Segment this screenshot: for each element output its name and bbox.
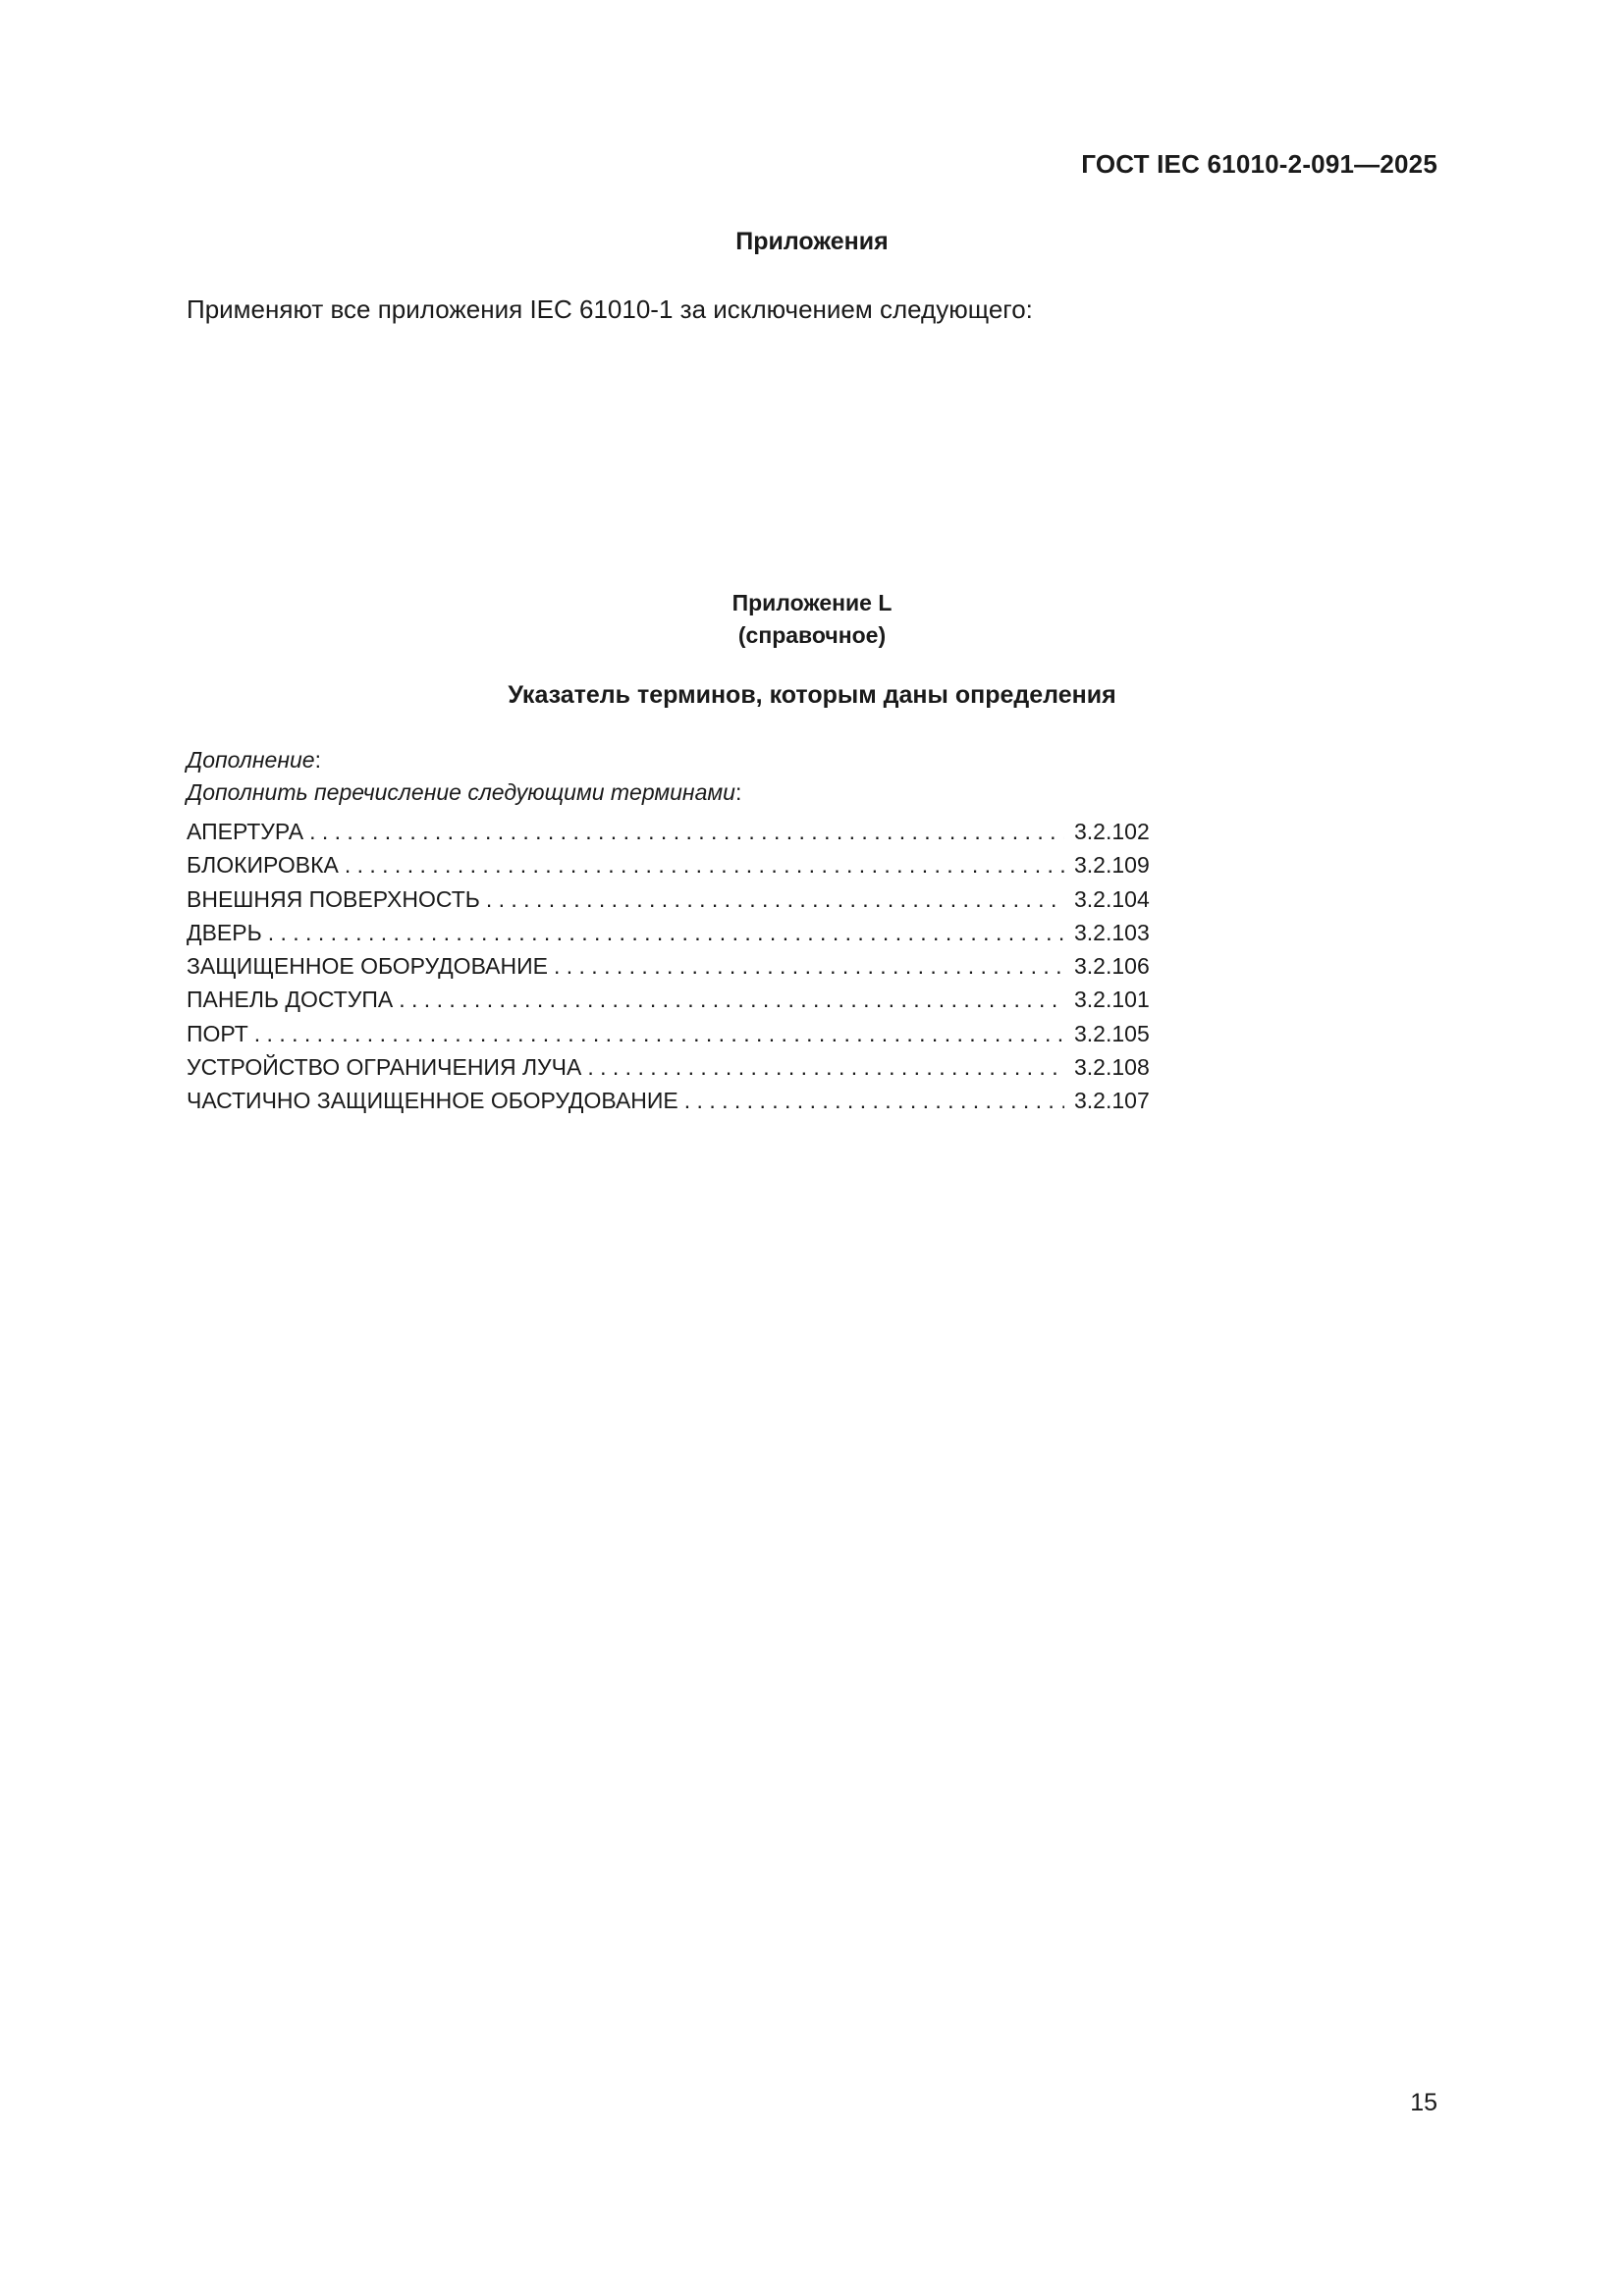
term-reference: 3.2.105 — [1074, 1020, 1150, 1046]
term-row — [187, 1088, 1159, 1121]
term-name: ВНЕШНЯЯ ПОВЕРХНОСТЬ — [187, 885, 480, 912]
term-row — [187, 953, 1159, 987]
term-reference: 3.2.107 — [1074, 1088, 1150, 1114]
term-reference: 3.2.109 — [1074, 852, 1150, 879]
section-title: Приложения — [735, 228, 889, 255]
term-name: ПОРТ — [187, 1020, 248, 1046]
annex-status: (справочное) — [737, 622, 887, 648]
term-reference: 3.2.103 — [1074, 919, 1150, 945]
annex-title: Указатель терминов, которым даны определения — [508, 681, 1116, 709]
dot-leader — [309, 819, 1064, 845]
terms-index-list — [187, 819, 1159, 1122]
supplement-text: Дополнить перечисление следующими терминами — [187, 779, 735, 805]
term-reference: 3.2.104 — [1074, 885, 1150, 912]
term-row — [187, 920, 1159, 953]
term-row — [187, 1054, 1159, 1088]
supplement-label-line — [187, 744, 741, 776]
dot-leader — [345, 852, 1064, 879]
term-name: ЗАЩИЩЕННОЕ ОБОРУДОВАНИЕ — [187, 953, 548, 980]
term-row — [187, 1021, 1159, 1054]
term-reference: 3.2.101 — [1074, 987, 1150, 1013]
dot-leader — [554, 953, 1064, 980]
dot-leader — [399, 987, 1064, 1013]
dot-leader — [486, 886, 1064, 913]
document-code: ГОСТ IEC 61010-2-091—2025 — [1081, 149, 1437, 179]
supplement-text-line — [187, 776, 741, 809]
annex-heading — [0, 587, 1624, 652]
term-name: ПАНЕЛЬ ДОСТУПА — [187, 987, 394, 1013]
term-row — [187, 819, 1159, 852]
term-reference: 3.2.108 — [1074, 1054, 1150, 1081]
term-row — [187, 886, 1159, 920]
dot-leader — [254, 1021, 1064, 1047]
supplement-label-colon: : — [314, 747, 321, 773]
supplement-label: Дополнение — [187, 747, 315, 773]
term-reference: 3.2.102 — [1074, 819, 1150, 844]
dot-leader — [684, 1088, 1064, 1114]
term-name: ДВЕРЬ — [187, 919, 262, 945]
page-number: 15 — [1410, 2089, 1437, 2116]
supplement-text-colon: : — [734, 779, 742, 805]
term-name: УСТРОЙСТВО ОГРАНИЧЕНИЯ ЛУЧА — [187, 1054, 582, 1081]
term-row — [187, 987, 1159, 1020]
dot-leader — [587, 1054, 1064, 1081]
annex-label: Приложение L — [731, 590, 893, 615]
term-name: ЧАСТИЧНО ЗАЩИЩЕННОЕ ОБОРУДОВАНИЕ — [187, 1088, 678, 1114]
supplement-block — [187, 744, 741, 809]
term-name: БЛОКИРОВКА — [187, 852, 339, 879]
section-intro: Применяют все приложения IEC 61010-1 за исключением следующего: — [187, 294, 1033, 324]
term-name: АПЕРТУРА — [187, 819, 304, 844]
dot-leader — [268, 920, 1064, 946]
term-row — [187, 852, 1159, 885]
term-reference: 3.2.106 — [1074, 953, 1150, 980]
